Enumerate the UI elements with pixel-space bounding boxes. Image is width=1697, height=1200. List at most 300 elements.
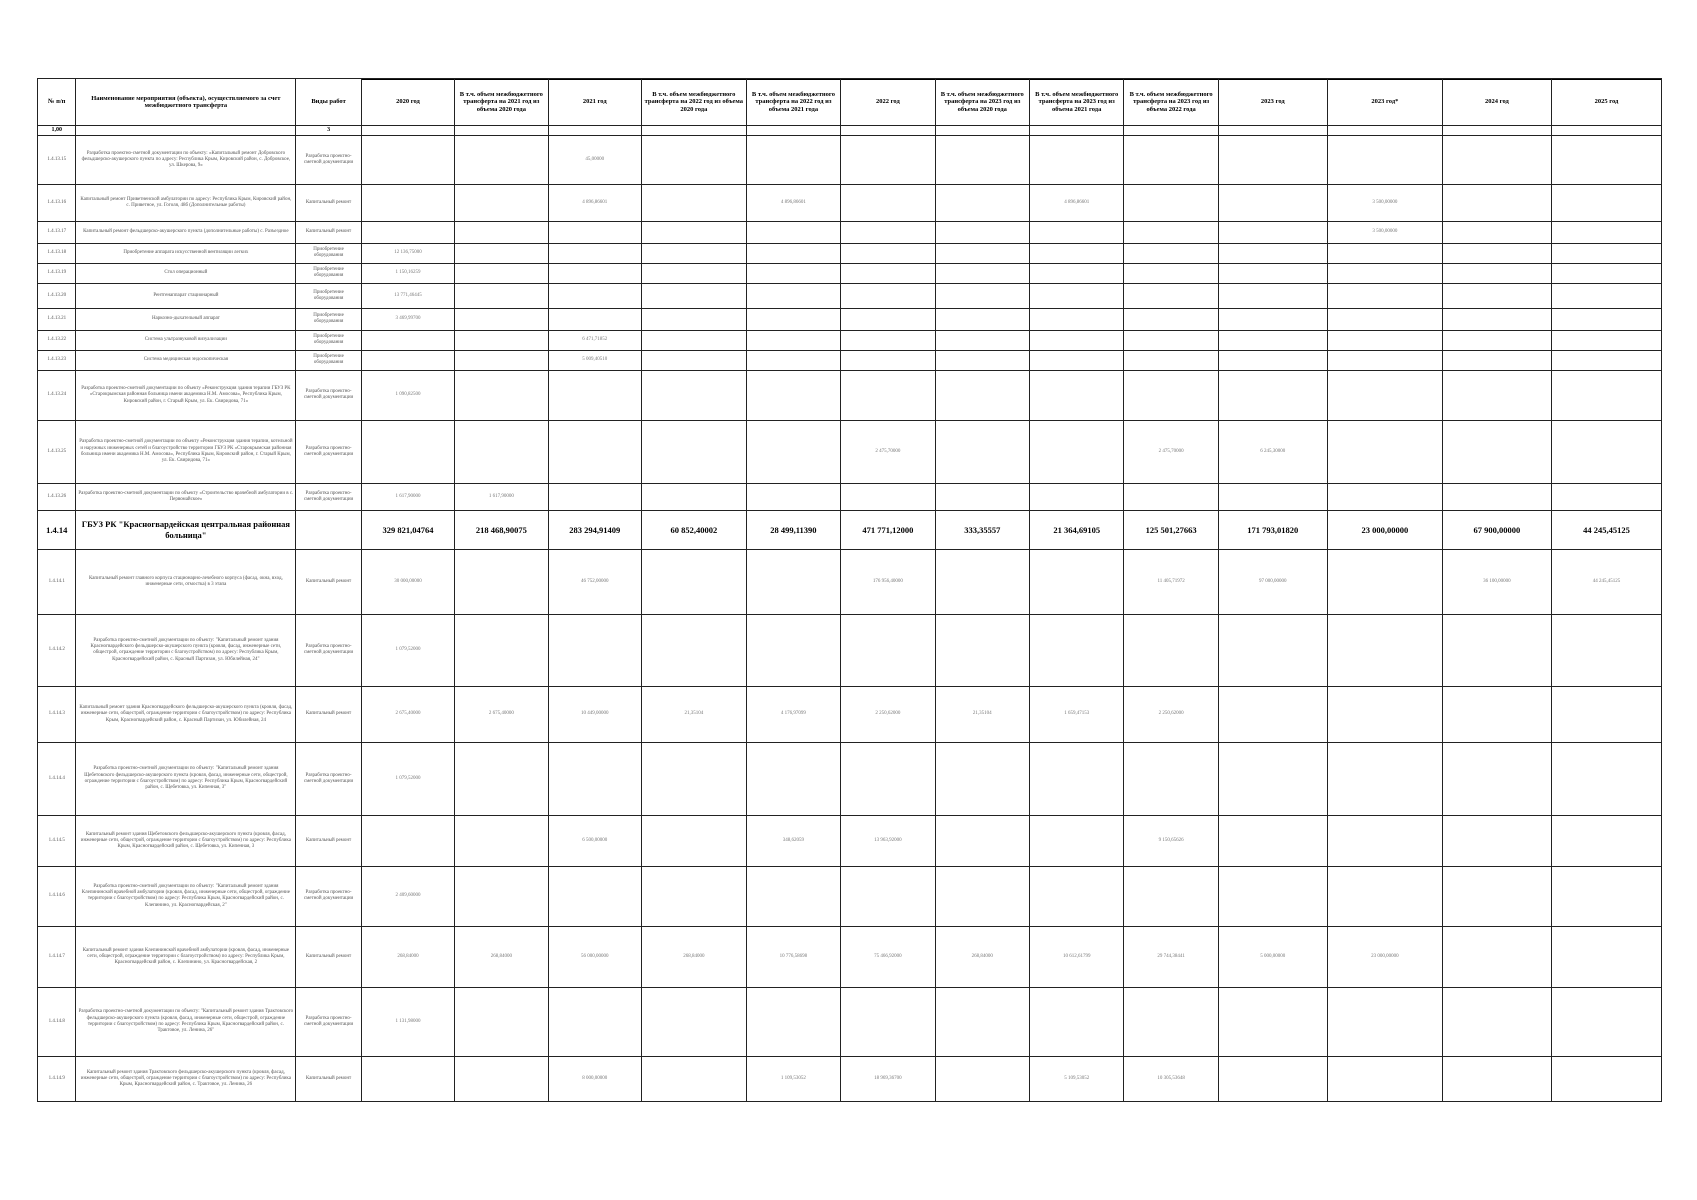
object-name-cell: Приобретение аппарата искусственной вентиляции легких	[76, 243, 296, 263]
amount-cell: 30 000,00000	[361, 549, 454, 614]
work-type-cell: Капитальный ремонт	[296, 686, 361, 742]
amount-cell	[746, 221, 840, 243]
amount-cell	[548, 483, 641, 510]
amount-cell	[361, 135, 454, 184]
amount-cell	[1124, 184, 1218, 221]
amount-cell	[1551, 420, 1661, 483]
amount-cell	[1442, 263, 1551, 283]
amount-cell: 1 079,52000	[361, 614, 454, 686]
amount-cell: 4 896,86601	[1029, 184, 1123, 221]
column-number	[641, 126, 746, 136]
amount-cell	[841, 483, 935, 510]
work-type-cell: Разработка проектно-сметной документации	[296, 614, 361, 686]
row-number-cell: 1.4.14.1	[38, 549, 76, 614]
amount-cell	[548, 614, 641, 686]
amount-cell	[746, 263, 840, 283]
amount-cell	[548, 221, 641, 243]
amount-cell	[841, 243, 935, 263]
amount-cell: 1 131,98000	[361, 987, 454, 1056]
amount-cell	[1029, 483, 1123, 510]
work-type-cell: Разработка проектно-сметной документации	[296, 135, 361, 184]
amount-cell: 5 109,53052	[1029, 1056, 1123, 1101]
work-type-cell: Капитальный ремонт	[296, 1056, 361, 1101]
amount-cell	[935, 221, 1029, 243]
amount-cell	[935, 483, 1029, 510]
object-name-cell: Разработка проектно-сметной документации по объекту «Реконструкция здания терапии ГБУЗ РК «Старокрымская районная больница имени академика Н.М. Амосова», Республика Крым, Кировский район, г. Старый Крым, ул. Ек. Свиридова, 71»	[76, 370, 296, 420]
amount-cell: 9 150,65626	[1124, 815, 1218, 866]
row-number-cell: 1.4.13.20	[38, 283, 76, 308]
amount-cell: 18 969,36700	[841, 1056, 935, 1101]
column-header: В т.ч. объем межбюджетного трансферта на 2023 год из объема 2021 года	[1029, 79, 1123, 126]
amount-cell: 8 000,00000	[548, 1056, 641, 1101]
row-number-cell: 1.4.14.5	[38, 815, 76, 866]
table-row	[38, 420, 1662, 483]
amount-cell	[1029, 742, 1123, 815]
amount-cell	[1551, 330, 1661, 350]
amount-cell: 2 475,70000	[1124, 420, 1218, 483]
amount-cell	[641, 283, 746, 308]
amount-cell	[841, 987, 935, 1056]
amount-cell	[935, 283, 1029, 308]
amount-cell: 4 176,97099	[746, 686, 840, 742]
amount-cell: 329 821,04764	[361, 510, 454, 549]
amount-cell	[455, 866, 548, 926]
amount-cell	[361, 350, 454, 370]
object-name-cell: Система медицинская эндоскопическая	[76, 350, 296, 370]
amount-cell	[746, 549, 840, 614]
table-row	[38, 926, 1662, 987]
work-type-cell: Капитальный ремонт	[296, 815, 361, 866]
amount-cell	[1327, 815, 1442, 866]
amount-cell	[1551, 308, 1661, 330]
amount-cell	[455, 742, 548, 815]
column-number	[76, 126, 296, 136]
amount-cell	[1442, 420, 1551, 483]
amount-cell: 3 500,00000	[1327, 184, 1442, 221]
amount-cell: 283 294,91409	[548, 510, 641, 549]
amount-cell: 2 409,60000	[361, 866, 454, 926]
amount-cell	[1029, 308, 1123, 330]
amount-cell	[1124, 243, 1218, 263]
amount-cell	[1218, 686, 1327, 742]
amount-cell	[1218, 283, 1327, 308]
amount-cell	[455, 135, 548, 184]
table-row	[38, 221, 1662, 243]
row-number-cell: 1.4.14.8	[38, 987, 76, 1056]
amount-cell	[1124, 221, 1218, 243]
amount-cell: 5 009,40510	[548, 350, 641, 370]
work-type-cell: Разработка проектно-сметной документации	[296, 370, 361, 420]
table-header	[38, 79, 1662, 136]
amount-cell	[935, 614, 1029, 686]
amount-cell: 2 250,62000	[1124, 686, 1218, 742]
amount-cell	[1218, 221, 1327, 243]
amount-cell	[641, 308, 746, 330]
amount-cell	[1327, 283, 1442, 308]
amount-cell	[548, 420, 641, 483]
amount-cell: 46 752,00000	[548, 549, 641, 614]
amount-cell	[1327, 263, 1442, 283]
amount-cell	[1327, 420, 1442, 483]
row-number-cell: 1.4.13.26	[38, 483, 76, 510]
object-name-cell: Наркозно-дыхательный аппарат	[76, 308, 296, 330]
amount-cell	[641, 135, 746, 184]
amount-cell: 10 776,58698	[746, 926, 840, 987]
column-header: Наименование мероприятия (объекта), осуществляемого за счет межбюджетного трансферта	[76, 79, 296, 126]
amount-cell: 36 100,00000	[1442, 549, 1551, 614]
amount-cell	[1442, 987, 1551, 1056]
amount-cell	[1551, 283, 1661, 308]
amount-cell	[548, 243, 641, 263]
amount-cell	[746, 135, 840, 184]
amount-cell: 60 852,40002	[641, 510, 746, 549]
amount-cell	[641, 549, 746, 614]
table-row	[38, 370, 1662, 420]
work-type-cell: Разработка проектно-сметной документации	[296, 420, 361, 483]
amount-cell	[746, 243, 840, 263]
work-type-cell: Капитальный ремонт	[296, 926, 361, 987]
amount-cell: 5 000,00000	[1218, 926, 1327, 987]
amount-cell	[1218, 330, 1327, 350]
row-number-cell: 1.4.14	[38, 510, 76, 549]
column-header: 2022 год	[841, 79, 935, 126]
work-type-cell: Приобретение оборудования	[296, 308, 361, 330]
amount-cell	[1029, 350, 1123, 370]
row-number-cell: 1.4.13.24	[38, 370, 76, 420]
amount-cell	[455, 350, 548, 370]
amount-cell: 268,84000	[641, 926, 746, 987]
column-header: В т.ч. объем межбюджетного трансферта на 2021 год из объема 2020 года	[455, 79, 548, 126]
amount-cell	[1442, 815, 1551, 866]
amount-cell	[1218, 263, 1327, 283]
table-row	[38, 243, 1662, 263]
amount-cell	[1218, 483, 1327, 510]
amount-cell: 3 469,99700	[361, 308, 454, 330]
object-name-cell: Разработка проектно-сметной документации по объекту «Строительство врачебной амбулатории в с. Первомайское»	[76, 483, 296, 510]
amount-cell	[1442, 614, 1551, 686]
amount-cell	[1029, 330, 1123, 350]
amount-cell	[1551, 221, 1661, 243]
amount-cell: 176 956,40000	[841, 549, 935, 614]
amount-cell	[548, 263, 641, 283]
amount-cell	[1442, 370, 1551, 420]
amount-cell	[1124, 866, 1218, 926]
amount-cell: 6 500,00000	[548, 815, 641, 866]
amount-cell	[1327, 330, 1442, 350]
row-number-cell: 1.4.13.18	[38, 243, 76, 263]
amount-cell	[1124, 742, 1218, 815]
amount-cell	[1551, 135, 1661, 184]
object-name-cell: Капитальный ремонт Приветненской амбулатории по адресу: Республика Крым, Кировский район, с. Приветное, ул. Гоголя, 48б (Дополнительные работы)	[76, 184, 296, 221]
amount-cell: 13 963,92000	[841, 815, 935, 866]
amount-cell	[641, 614, 746, 686]
amount-cell	[1551, 243, 1661, 263]
object-name-cell: Система ультразвуковой визуализации	[76, 330, 296, 350]
header-numbering-row	[38, 126, 1662, 136]
amount-cell	[841, 614, 935, 686]
amount-cell	[746, 283, 840, 308]
row-number-cell: 1.4.13.22	[38, 330, 76, 350]
amount-cell: 75 466,92000	[841, 926, 935, 987]
row-number-cell: 1.4.14.3	[38, 686, 76, 742]
amount-cell	[1124, 308, 1218, 330]
amount-cell	[1551, 815, 1661, 866]
amount-cell: 21,35104	[935, 686, 1029, 742]
amount-cell	[1029, 815, 1123, 866]
table-row	[38, 308, 1662, 330]
amount-cell	[455, 263, 548, 283]
amount-cell	[1029, 283, 1123, 308]
amount-cell	[641, 263, 746, 283]
amount-cell	[1442, 135, 1551, 184]
work-type-cell: Капитальный ремонт	[296, 549, 361, 614]
object-name-cell: Стол операционный	[76, 263, 296, 283]
work-type-cell	[296, 510, 361, 549]
amount-cell	[548, 742, 641, 815]
amount-cell	[841, 742, 935, 815]
amount-cell	[455, 549, 548, 614]
amount-cell	[935, 243, 1029, 263]
row-number-cell: 1.4.13.15	[38, 135, 76, 184]
amount-cell	[455, 370, 548, 420]
amount-cell	[1218, 370, 1327, 420]
amount-cell: 45,00000	[548, 135, 641, 184]
row-number-cell: 1.4.13.25	[38, 420, 76, 483]
amount-cell	[935, 987, 1029, 1056]
amount-cell	[1218, 350, 1327, 370]
object-name-cell: Разработка проектно-сметной документации по объекту: «Капитальный ремонт Добровского фельдшерско-акушерского пункта по адресу: Республика Крым, Кировский район, с. Добровское, ул. Шкерова, 9»	[76, 135, 296, 184]
row-number-cell: 1.4.14.7	[38, 926, 76, 987]
amount-cell	[841, 184, 935, 221]
object-name-cell: Разработка проектно-сметной документации по объекту: "Капитальный ремонт здания Трактовского фельдшерско-акушерского пункта (кровля, фасад, инженерные сети, общестрой, ограждение территории с благоустройством) по адресу: Республика Крым, Красногвардейский район, с. Трактовое, ул. Ленина, 26"	[76, 987, 296, 1056]
column-number	[1124, 126, 1218, 136]
amount-cell: 10 449,00000	[548, 686, 641, 742]
amount-cell	[1029, 263, 1123, 283]
amount-cell	[841, 866, 935, 926]
amount-cell	[1327, 1056, 1442, 1101]
column-header: 2023 год	[1218, 79, 1327, 126]
amount-cell	[361, 221, 454, 243]
column-number	[361, 126, 454, 136]
amount-cell	[455, 815, 548, 866]
amount-cell	[455, 420, 548, 483]
amount-cell	[548, 370, 641, 420]
table-row	[38, 614, 1662, 686]
amount-cell	[841, 263, 935, 283]
work-type-cell: Капитальный ремонт	[296, 221, 361, 243]
amount-cell	[361, 184, 454, 221]
column-number	[746, 126, 840, 136]
amount-cell	[361, 330, 454, 350]
column-header: 2021 год	[548, 79, 641, 126]
column-header: 2025 год	[1551, 79, 1661, 126]
amount-cell	[1442, 308, 1551, 330]
row-number-cell: 1.4.13.17	[38, 221, 76, 243]
row-number-cell: 1.4.13.23	[38, 350, 76, 370]
column-header: В т.ч. объем межбюджетного трансферта на 2022 год из объема 2021 года	[746, 79, 840, 126]
amount-cell	[1551, 263, 1661, 283]
column-number	[935, 126, 1029, 136]
table-row	[38, 866, 1662, 926]
amount-cell: 23 000,00000	[1327, 510, 1442, 549]
table-row	[38, 283, 1662, 308]
amount-cell	[1218, 184, 1327, 221]
work-type-cell: Приобретение оборудования	[296, 243, 361, 263]
amount-cell	[548, 283, 641, 308]
amount-cell	[1327, 243, 1442, 263]
amount-cell	[1029, 549, 1123, 614]
amount-cell	[1218, 614, 1327, 686]
amount-cell: 28 499,11390	[746, 510, 840, 549]
amount-cell	[455, 330, 548, 350]
amount-cell	[361, 1056, 454, 1101]
object-name-cell: Разработка проектно-сметной документации по объекту «Реконструкция здания терапии, котельной и наружных инженерных сетей и благоустройство территории ГБУЗ РК «Старокрымская районная больница имени академика Н.М. Амосова», Республика Крым, Кировский район, г. Старый Крым, ул. Ек. Свиридова, 71»	[76, 420, 296, 483]
amount-cell	[841, 350, 935, 370]
table-row	[38, 1056, 1662, 1101]
amount-cell	[1327, 742, 1442, 815]
column-header: Виды работ	[296, 79, 361, 126]
table-row	[38, 483, 1662, 510]
amount-cell	[1124, 263, 1218, 283]
amount-cell	[841, 308, 935, 330]
object-name-cell: Капитальный ремонт здания Щебетовского фельдшерско-акушерского пункта (кровля, фасад, инженерные сети, общестрой, ограждение территории с благоустройством) по адресу: Республика Крым, Красногвардейский район, с. Щебетовка, ул. Кипенная, 3	[76, 815, 296, 866]
amount-cell	[455, 283, 548, 308]
amount-cell	[641, 1056, 746, 1101]
amount-cell	[841, 330, 935, 350]
amount-cell	[1218, 243, 1327, 263]
amount-cell	[641, 866, 746, 926]
amount-cell: 21,35104	[641, 686, 746, 742]
amount-cell	[361, 420, 454, 483]
amount-cell: 12 136,75000	[361, 243, 454, 263]
amount-cell	[1551, 350, 1661, 370]
amount-cell	[1551, 742, 1661, 815]
amount-cell	[746, 350, 840, 370]
amount-cell	[1551, 370, 1661, 420]
amount-cell: 13 771,46445	[361, 283, 454, 308]
work-type-cell: Приобретение оборудования	[296, 330, 361, 350]
amount-cell: 2 475,70000	[841, 420, 935, 483]
work-type-cell: Капитальный ремонт	[296, 184, 361, 221]
amount-cell: 1 090,82500	[361, 370, 454, 420]
amount-cell	[455, 987, 548, 1056]
column-number: 1,00	[38, 126, 76, 136]
work-type-cell: Разработка проектно-сметной документации	[296, 866, 361, 926]
amount-cell	[1551, 686, 1661, 742]
column-header: В т.ч. объем межбюджетного трансферта на 2022 год из объема 2020 года	[641, 79, 746, 126]
amount-cell	[746, 614, 840, 686]
amount-cell	[1551, 926, 1661, 987]
amount-cell	[935, 184, 1029, 221]
amount-cell	[641, 420, 746, 483]
column-header: 2023 год*	[1327, 79, 1442, 126]
amount-cell	[935, 549, 1029, 614]
object-name-cell: Капитальный ремонт здания Красногвардейского фельдшерско-акушерского пункта (кровля, фасад, инженерные сети, общестрой, ограждение территории с благоустройством) по адресу: Республика Крым, Красногвардейский район, с. Красный Партизан, ул. Юбилейная, 24	[76, 686, 296, 742]
column-header: В т.ч. объем межбюджетного трансферта на 2023 год из объема 2022 года	[1124, 79, 1218, 126]
amount-cell	[1029, 243, 1123, 263]
amount-cell	[1442, 330, 1551, 350]
amount-cell: 1 150,16259	[361, 263, 454, 283]
amount-cell	[1029, 221, 1123, 243]
amount-cell	[935, 370, 1029, 420]
column-number	[1442, 126, 1551, 136]
amount-cell	[641, 987, 746, 1056]
amount-cell: 21 364,69105	[1029, 510, 1123, 549]
amount-cell: 1 659,47153	[1029, 686, 1123, 742]
amount-cell: 1 617,90000	[361, 483, 454, 510]
amount-cell	[641, 221, 746, 243]
amount-cell	[1124, 135, 1218, 184]
amount-cell	[746, 308, 840, 330]
column-header: В т.ч. объем межбюджетного трансферта на 2023 год из объема 2020 года	[935, 79, 1029, 126]
amount-cell	[548, 987, 641, 1056]
object-name-cell: Разработка проектно-сметной документации по объекту: "Капитальный ремонт здания Щебетовского фельдшерско-акушерского пункта (кровля, фасад, инженерные сети, общестрой, ограждение территории с благоустройством) по адресу: Республика Крым, Красногвардейский район, с. Щебетовка, ул. Кипенная, 3"	[76, 742, 296, 815]
amount-cell	[548, 866, 641, 926]
amount-cell	[641, 742, 746, 815]
amount-cell	[641, 370, 746, 420]
amount-cell	[1442, 483, 1551, 510]
object-name-cell: Капитальный ремонт фельдшерско-акушерского пункта (дополнительные работы) с. Разъездное	[76, 221, 296, 243]
amount-cell	[935, 1056, 1029, 1101]
table-row	[38, 549, 1662, 614]
amount-cell	[935, 308, 1029, 330]
amount-cell: 10 612,61799	[1029, 926, 1123, 987]
amount-cell: 348,62059	[746, 815, 840, 866]
amount-cell	[1442, 243, 1551, 263]
amount-cell: 29 744,38441	[1124, 926, 1218, 987]
amount-cell: 97 000,00000	[1218, 549, 1327, 614]
amount-cell: 10 305,53648	[1124, 1056, 1218, 1101]
column-number	[1327, 126, 1442, 136]
work-type-cell: Разработка проектно-сметной документации	[296, 742, 361, 815]
amount-cell	[746, 987, 840, 1056]
amount-cell: 218 468,90075	[455, 510, 548, 549]
object-name-cell: ГБУЗ РК "Красногвардейская центральная районная больница"	[76, 510, 296, 549]
amount-cell: 4 896,86601	[548, 184, 641, 221]
row-number-cell: 1.4.13.19	[38, 263, 76, 283]
amount-cell	[1124, 987, 1218, 1056]
amount-cell	[1442, 866, 1551, 926]
amount-cell	[935, 330, 1029, 350]
budget-table	[37, 78, 1662, 1102]
amount-cell	[746, 420, 840, 483]
amount-cell: 1 617,90000	[455, 483, 548, 510]
column-number	[1218, 126, 1327, 136]
amount-cell: 2 675,40000	[455, 686, 548, 742]
amount-cell	[1124, 283, 1218, 308]
amount-cell	[1442, 283, 1551, 308]
object-name-cell: Капитальный ремонт здания Клепининской врачебной амбулатории (кровля, фасад, инженерные сети, общестрой, ограждение территории с благоустройством) по адресу: Республика Крым, Красногвардейский район, с. Клепинино, ул. Красногвардейская, 2	[76, 926, 296, 987]
table-row	[38, 135, 1662, 184]
amount-cell	[1442, 350, 1551, 370]
amount-cell	[455, 614, 548, 686]
amount-cell: 67 900,00000	[1442, 510, 1551, 549]
amount-cell: 268,84000	[455, 926, 548, 987]
amount-cell: 56 000,00000	[548, 926, 641, 987]
column-number	[841, 126, 935, 136]
amount-cell	[1551, 614, 1661, 686]
amount-cell	[746, 866, 840, 926]
budget-table-sheet	[37, 78, 1662, 1102]
amount-cell	[1218, 308, 1327, 330]
amount-cell	[1442, 1056, 1551, 1101]
amount-cell	[1029, 370, 1123, 420]
amount-cell: 44 245,45125	[1551, 510, 1661, 549]
amount-cell: 6 471,71852	[548, 330, 641, 350]
amount-cell: 471 771,12000	[841, 510, 935, 549]
amount-cell	[641, 330, 746, 350]
column-header: 2020 год	[361, 79, 454, 126]
